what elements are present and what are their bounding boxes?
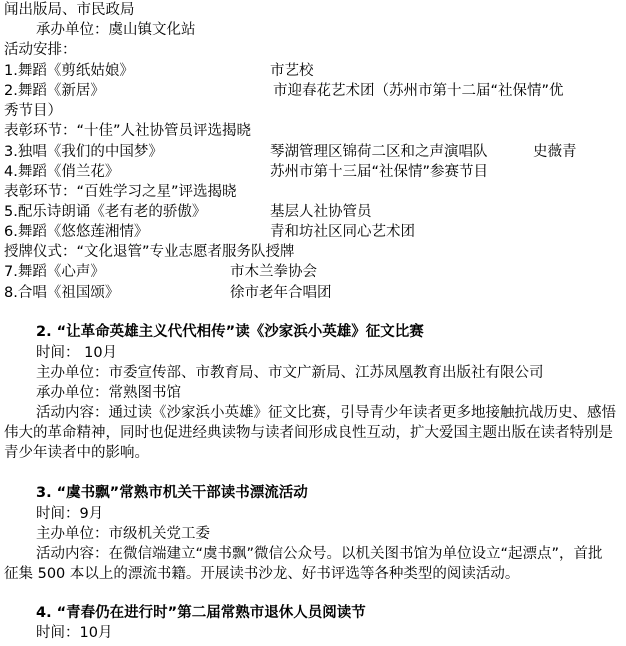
program-item: 4.舞蹈《俏兰花》 [4,164,120,180]
text-line: 闻出版局、市民政局 [4,2,135,18]
performer: 徐市老年合唱团 [230,285,332,301]
program-item: 5.配乐诗朗诵《老有老的骄傲》 [4,204,207,220]
program-item-continued: 秀节目） [4,103,62,119]
program-item: 1.舞蹈《剪纸姑娘》 [4,63,134,79]
content-paragraph [4,544,616,584]
organizer-line: 主办单位：市级机关党工委 [36,526,210,542]
performer: 苏州市第十三届“社保情”参赛节目 [270,164,489,180]
host-line: 承办单位：虞山镇文化站 [36,22,196,38]
performer: 基层人社协管员 [270,204,372,220]
performer: 市迎春花艺术团（苏州市第十二届“社保情”优 [273,83,564,99]
time-line: 时间： 10月 [36,345,118,361]
program-item: 8.合唱《祖国颂》 [4,285,120,301]
performer: 青和坊社区同心艺术团 [270,224,415,240]
content-paragraph [4,403,616,463]
program-item: 7.舞蹈《心声》 [4,264,105,280]
program-item: 3.独唱《我们的中国梦》 [4,144,163,160]
program-item: 2.舞蹈《新居》 [4,83,105,99]
program-item: 6.舞蹈《悠悠莲湘情》 [4,224,149,240]
award-segment: 授牌仪式：“文化退管”专业志愿者服务队授牌 [4,244,295,260]
content-text: 活动内容：在微信端建立“虞书飘”微信公众号。以机关图书馆为单位设立“起漂点”，首批征集 500 本以上的漂流书籍。开展读书沙龙、好书评选等各种类型的阅读活动。 [4,546,603,582]
performer: 琴湖管理区锦荷二区和之声演唱队 [270,144,488,160]
content-text: 活动内容：通过读《沙家浜小英雄》征文比赛，引导青少年读者更多地接触抗战历史、感悟伟大的革命精神，同时也促进经典读物与读者间形成良性互动，扩大爱国主题出版在读者特别是青少年读者中的影响。 [4,405,616,461]
schedule-heading: 活动安排： [4,42,77,58]
host-line: 承办单位：常熟图书馆 [36,385,181,401]
performer: 市木兰拳协会 [230,264,317,280]
time-line: 时间：10月 [36,625,113,641]
section-title: 2. “让革命英雄主义代代相传”读《沙家浜小英雄》征文比赛 [36,324,424,340]
time-line: 时间：9月 [36,506,104,522]
section-title: 4. “青春仍在进行时”第二届常熟市退休人员阅读节 [36,605,366,621]
award-segment: 表彰环节：“百姓学习之星”评选揭晓 [4,184,237,200]
organizer-line: 主办单位：市委宣传部、市教育局、市文广新局、江苏凤凰教育出版社有限公司 [36,365,544,381]
section-title: 3. “虞书飘”常熟市机关干部读书漂流活动 [36,485,308,501]
performer: 市艺校 [270,63,314,79]
award-segment: 表彰环节：“十佳”人社协管员评选揭晓 [4,123,252,139]
performer-name: 史薇青 [533,144,577,160]
